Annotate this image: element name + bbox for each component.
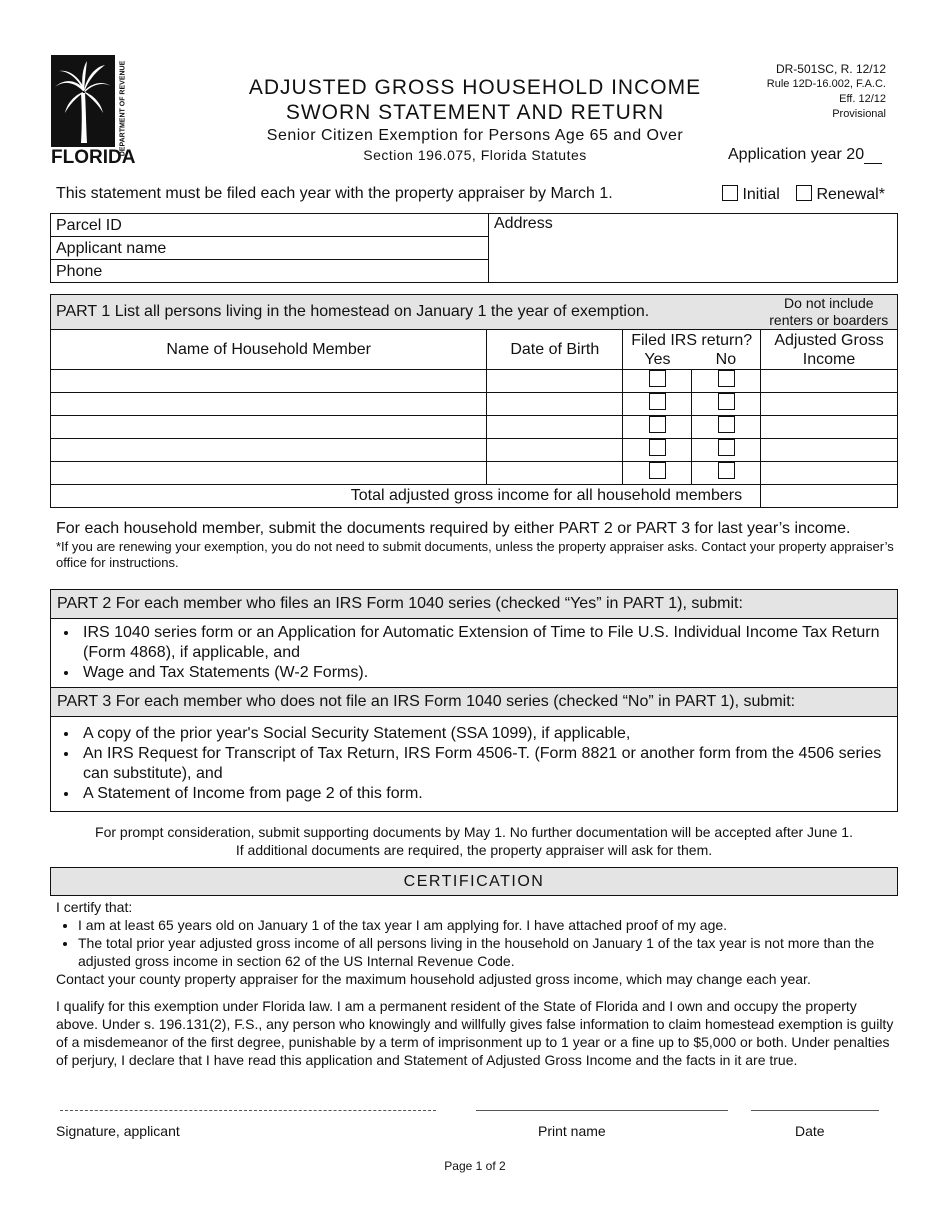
filing-notice: This statement must be filed each year with the property appraiser by March 1. [56, 185, 613, 202]
contact-note: Contact your county property appraiser for the maximum household adjusted gross income, which may change each year. [56, 971, 811, 987]
department-label: DEPARTMENT OF REVENUE [119, 60, 127, 157]
table-row [51, 370, 898, 393]
dob-cell[interactable] [487, 462, 623, 485]
total-agi-cell[interactable] [761, 485, 898, 508]
renewal-checkbox[interactable] [796, 185, 812, 201]
member-name-cell[interactable] [51, 439, 487, 462]
member-name-cell[interactable] [51, 462, 487, 485]
print-name-line[interactable] [476, 1110, 728, 1111]
list-item: • IRS 1040 series form or an Application for Automatic Extension of Time to File U.S. Individual Income Tax Return (Form 4868), if applicable, and [79, 623, 897, 663]
filed-yes-checkbox[interactable] [649, 370, 666, 387]
date-line[interactable] [751, 1110, 879, 1111]
applicant-info-box [50, 213, 898, 283]
parts-2-3-box [50, 589, 898, 812]
renewal-label: Renewal* [816, 186, 885, 203]
florida-dor-logo [51, 55, 136, 170]
initial-label: Initial [742, 186, 780, 203]
subtitle: Senior Citizen Exemption for Persons Age 65 and Over [266, 127, 684, 144]
certification-header: CERTIFICATION [50, 867, 898, 896]
signature-label: Signature, applicant [56, 1123, 180, 1139]
phone-label: Phone [56, 263, 103, 280]
agi-cell[interactable] [761, 439, 898, 462]
table-row [51, 462, 898, 485]
filed-no-checkbox[interactable] [718, 439, 735, 456]
dob-cell[interactable] [487, 370, 623, 393]
certify-intro: I certify that: [56, 899, 133, 915]
list-item: • A Statement of Income from page 2 of this form. [79, 784, 897, 804]
rule-number: Rule 12D-16.002, F.A.C. [766, 78, 886, 90]
member-name-cell[interactable] [51, 370, 487, 393]
part1-table [50, 294, 898, 508]
col-filed-header: Filed IRS return? Yes No [623, 330, 761, 370]
part3-title: PART 3 For each member who does not file an IRS Form 1040 series (checked “No” in PART 1), submit: [51, 687, 897, 717]
effective-date: Eff. 12/12 [839, 93, 886, 105]
form-number-block [767, 62, 886, 122]
agi-cell[interactable] [761, 393, 898, 416]
filed-no-checkbox[interactable] [718, 462, 735, 479]
part1-note: Do not include renters or boarders [761, 295, 898, 330]
renewal-option[interactable] [796, 185, 885, 204]
instructions-line2: *If you are renewing your exemption, you do not need to submit documents, unless the property appraiser asks. Contact your property appraiser’s office for instructions. [56, 539, 894, 570]
list-item: • A copy of the prior year's Social Security Statement (SSA 1099), if applicable, [79, 724, 897, 744]
filed-no-checkbox[interactable] [718, 393, 735, 410]
total-agi-label: Total adjusted gross income for all household members [51, 485, 761, 508]
part2-list [51, 623, 897, 683]
phone-field[interactable] [51, 260, 488, 283]
florida-label: FLORIDA [51, 147, 136, 168]
application-year [728, 146, 882, 164]
prompt-line1: For prompt consideration, submit supporting documents by May 1. No further documentation will be accepted after June 1. [95, 824, 853, 840]
agi-cell[interactable] [761, 370, 898, 393]
table-row [51, 439, 898, 462]
initial-checkbox[interactable] [722, 185, 738, 201]
filed-yes-checkbox[interactable] [649, 439, 666, 456]
part2-title: PART 2 For each member who files an IRS Form 1040 series (checked “Yes” in PART 1), submit: [51, 590, 897, 619]
parcel-id-label: Parcel ID [56, 217, 122, 234]
initial-option[interactable] [722, 185, 780, 204]
col-name-header: Name of Household Member [51, 330, 487, 370]
member-name-cell[interactable] [51, 393, 487, 416]
title-line2: SWORN STATEMENT AND RETURN [285, 101, 665, 124]
list-item: • I am at least 65 years old on January 1 of the tax year I am applying for. I have attached proof of my age. [78, 916, 898, 934]
applicant-name-field[interactable] [51, 237, 488, 260]
filed-yes-checkbox[interactable] [649, 462, 666, 479]
agi-cell[interactable] [761, 416, 898, 439]
filed-no-checkbox[interactable] [718, 416, 735, 433]
filed-no-checkbox[interactable] [718, 370, 735, 387]
instructions-line1: For each household member, submit the documents required by either PART 2 or PART 3 for last year’s income. [56, 520, 851, 537]
application-year-label: Application year 20 [728, 146, 865, 163]
applicant-name-label: Applicant name [56, 240, 167, 257]
signature-line[interactable] [60, 1110, 436, 1111]
part3-list [51, 724, 897, 804]
dob-cell[interactable] [487, 416, 623, 439]
page-number: Page 1 of 2 [444, 1159, 506, 1173]
part1-title: PART 1 List all persons living in the homestead on January 1 the year of exemption. [51, 295, 761, 330]
list-item: • The total prior year adjusted gross income of all persons living in the household on January 1 of the tax year is not more than the adjusted gross income in section 62 of the US Internal Revenue Code. [78, 934, 898, 970]
date-label: Date [795, 1123, 825, 1139]
title-line1: ADJUSTED GROSS HOUSEHOLD INCOME [248, 76, 702, 99]
parcel-id-field[interactable] [51, 214, 488, 237]
form-number: DR-501SC, R. 12/12 [775, 62, 886, 76]
col-agi-header: Adjusted Gross Income [761, 330, 898, 370]
application-year-input[interactable] [864, 149, 882, 164]
col-dob-header: Date of Birth [487, 330, 623, 370]
list-item: • Wage and Tax Statements (W-2 Forms). [79, 663, 897, 683]
member-name-cell[interactable] [51, 416, 487, 439]
statute: Section 196.075, Florida Statutes [363, 147, 587, 163]
prompt-line2: If additional documents are required, the property appraiser will ask for them. [235, 842, 713, 858]
certification-text [56, 898, 898, 1069]
agi-cell[interactable] [761, 462, 898, 485]
filed-yes-checkbox[interactable] [649, 416, 666, 433]
address-field[interactable] [491, 238, 893, 278]
dob-cell[interactable] [487, 393, 623, 416]
list-item: • An IRS Request for Transcript of Tax Return, IRS Form 4506-T. (Form 8821 or another form from the 4506 series can substitute), and [79, 744, 897, 784]
print-name-label: Print name [538, 1123, 606, 1139]
filed-yes-checkbox[interactable] [649, 393, 666, 410]
perjury-statement: I qualify for this exemption under Florida law. I am a permanent resident of the State of Florida and I own and occupy the property above. Under s. 196.131(2), F.S., any person who knowingly and willfully gives false information to claim homestead exemption is guilty of a misdemeanor of the first degree, punishable by a term of imprisonment up to 1 year or a fine up to $5,000 or both. Under penalties of perjury, I declare that I have read this application and Statement of Adjusted Gross Income and the facts in it are true. [56, 998, 894, 1068]
table-row [51, 393, 898, 416]
dob-cell[interactable] [487, 439, 623, 462]
prompt-notice [50, 823, 898, 859]
status-label: Provisional [832, 108, 886, 120]
address-label: Address [494, 215, 553, 232]
table-row [51, 416, 898, 439]
